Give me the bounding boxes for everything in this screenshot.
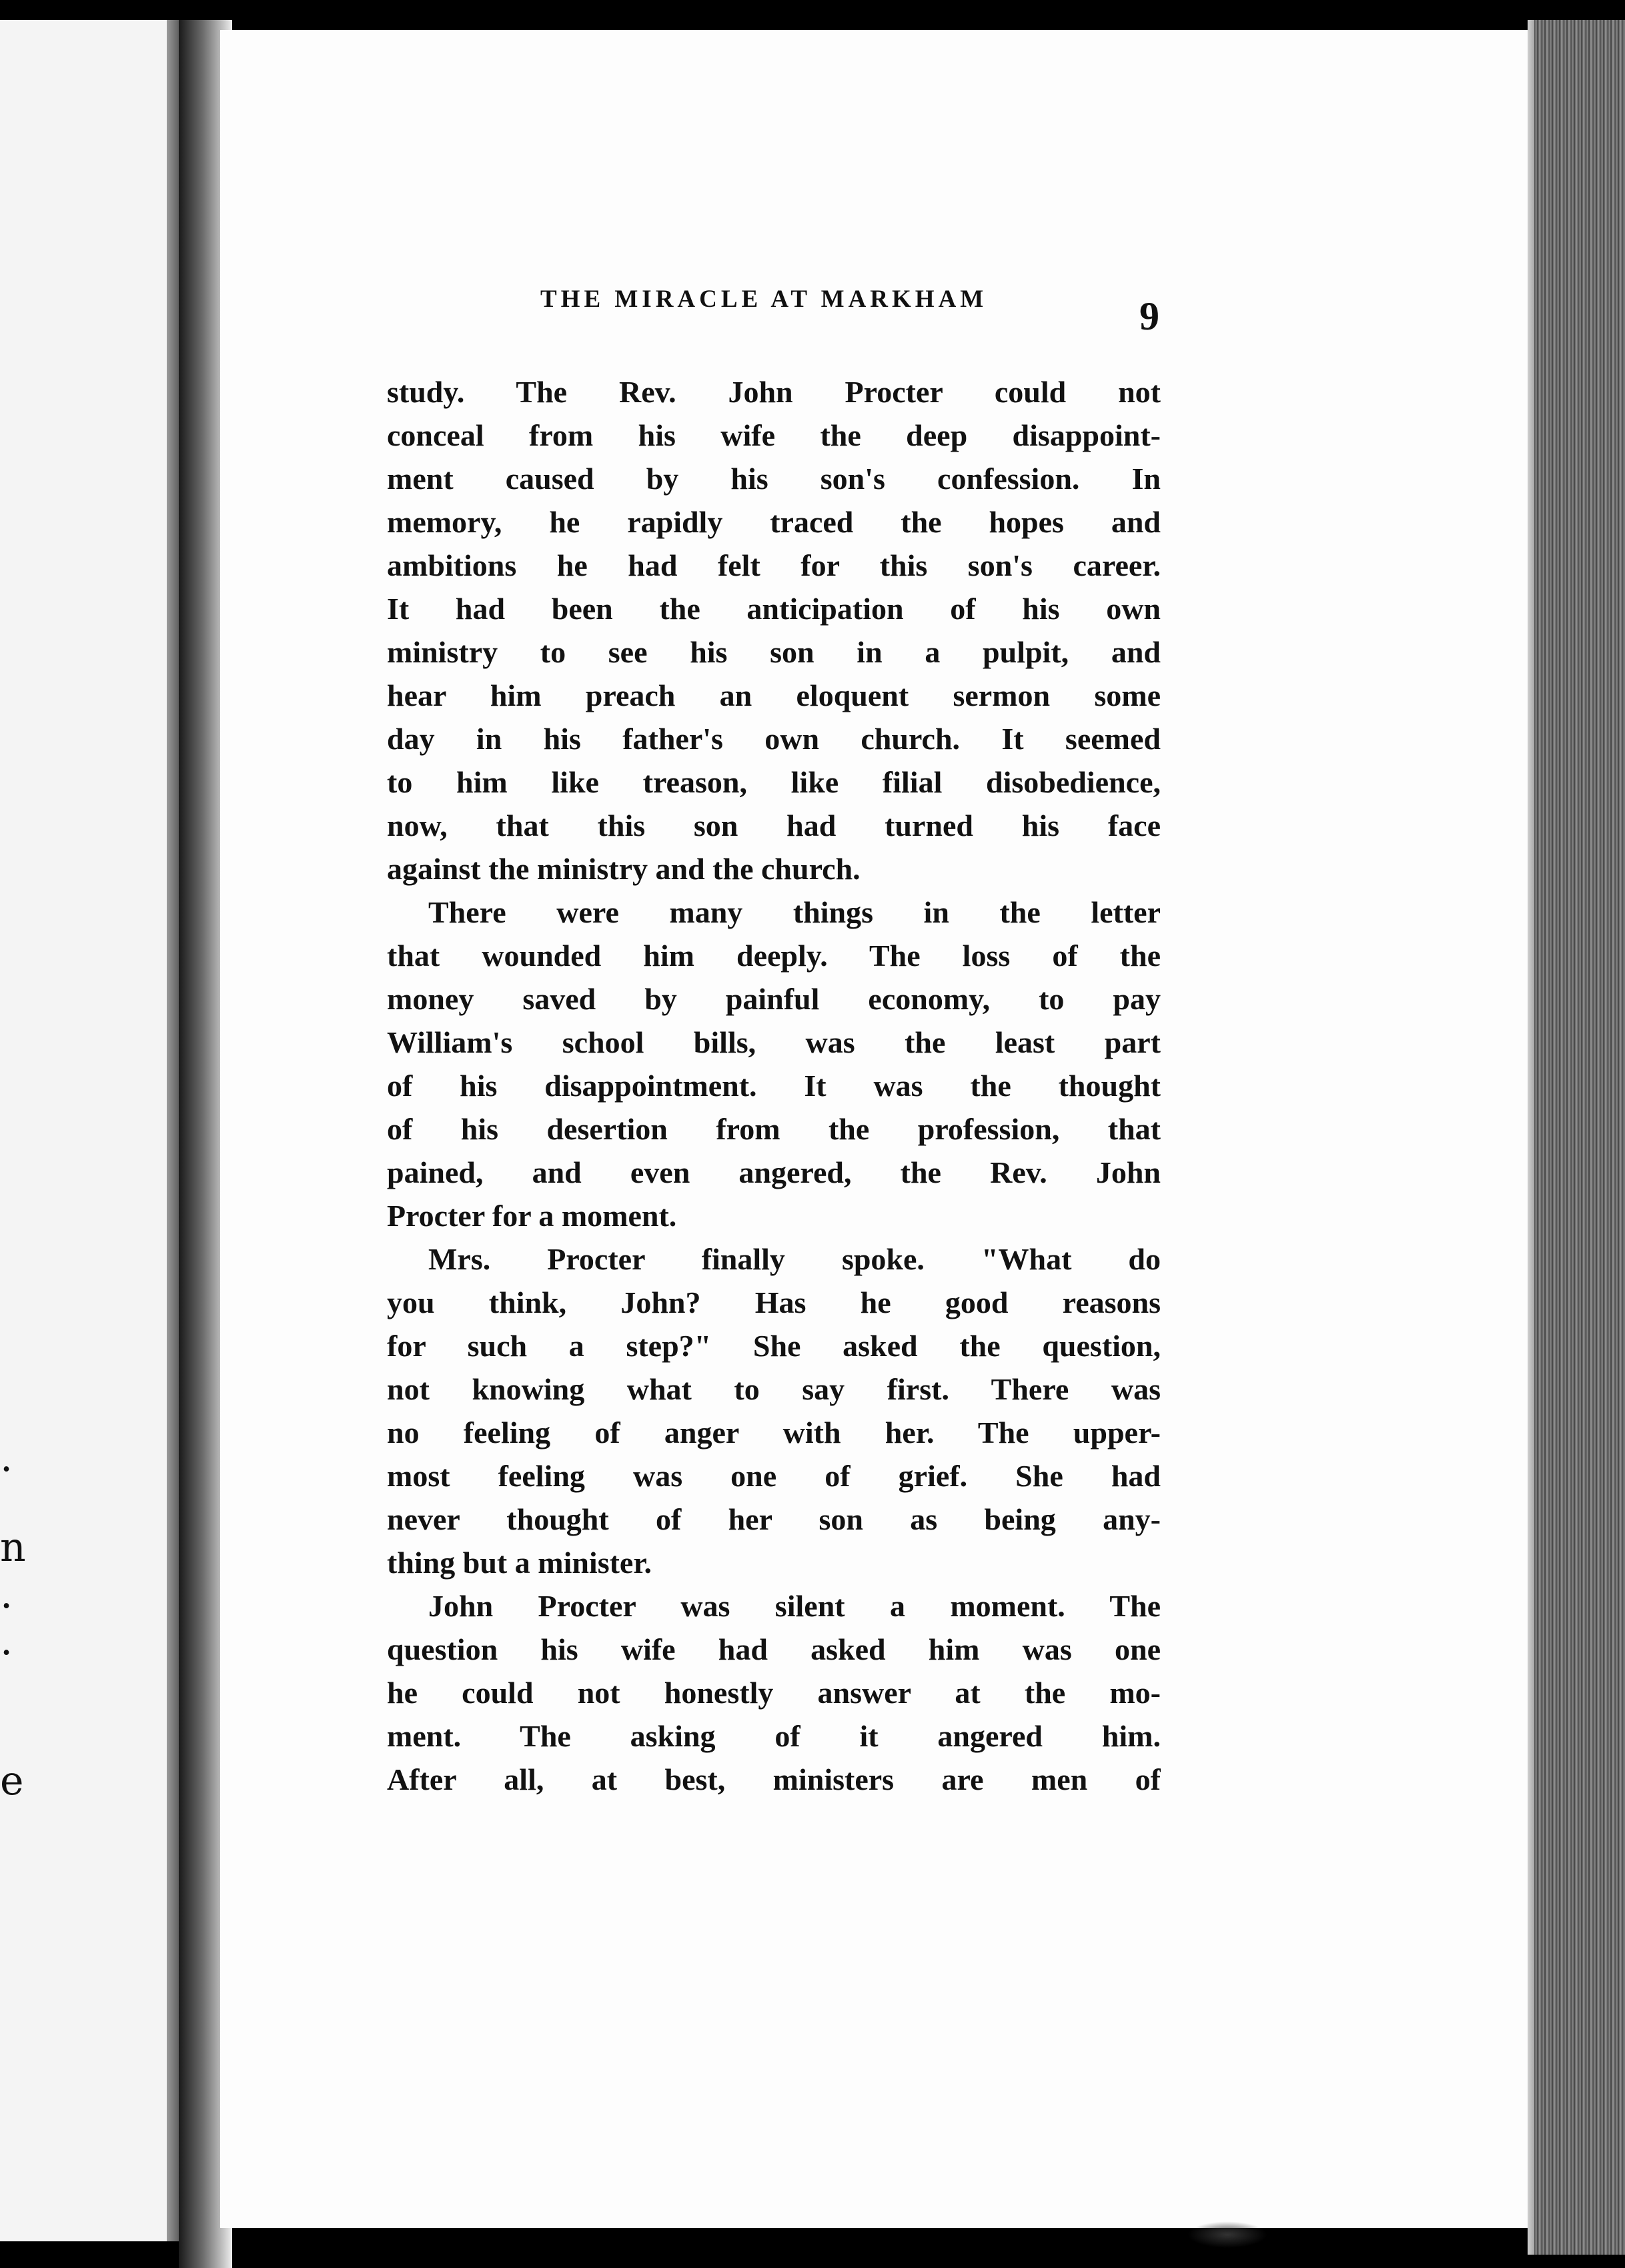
text-line: of his disappointment. It was the thought (387, 1069, 1161, 1103)
text-line: Procter for a moment. (387, 1199, 677, 1233)
text-line: most feeling was one of grief. She had (387, 1459, 1161, 1493)
paragraph (387, 1237, 1161, 1584)
text-line: you think, John? Has he good reasons (387, 1285, 1161, 1319)
text-line: question his wife had asked him was one (387, 1632, 1161, 1666)
text-line: he could not honestly answer at the mo- (387, 1676, 1161, 1710)
left-page-mark: . (0, 1434, 13, 1481)
text-line: thing but a minister. (387, 1546, 652, 1580)
paragraph (387, 1584, 1161, 1801)
text-line: After all, at best, ministers are men of (387, 1762, 1161, 1796)
text-line: that wounded him deeply. The loss of the (387, 939, 1161, 973)
text-line: money saved by painful economy, to pay (387, 982, 1161, 1016)
page-stack-edge (1534, 20, 1625, 2255)
left-page-mark: n (0, 1524, 26, 1571)
text-line: It had been the anticipation of his own (387, 592, 1161, 626)
text-line: conceal from his wife the deep disappoint- (387, 418, 1161, 452)
text-line: ment. The asking of it angered him. (387, 1719, 1161, 1753)
running-head: THE MIRACLE AT MARKHAM (540, 286, 988, 313)
text-line: ministry to see his son in a pulpit, and (387, 635, 1161, 669)
text-line: day in his father's own church. It seemed (387, 722, 1161, 756)
text-line: pained, and even angered, the Rev. John (387, 1155, 1161, 1189)
text-line: to him like treason, like filial disobedience, (387, 765, 1161, 799)
scan-smudge (1187, 2221, 1267, 2248)
body-text (387, 370, 1161, 1801)
text-line: There were many things in the letter (428, 895, 1161, 929)
text-line: study. The Rev. John Procter could not (387, 375, 1161, 409)
text-line: hear him preach an eloquent sermon some (387, 678, 1161, 712)
text-line: of his desertion from the profession, that (387, 1112, 1161, 1146)
text-line: never thought of her son as being any- (387, 1502, 1161, 1536)
text-line: no feeling of anger with her. The upper- (387, 1415, 1161, 1450)
text-line: now, that this son had turned his face (387, 808, 1161, 842)
text-line: William's school bills, was the least part (387, 1025, 1161, 1059)
text-line: ambitions he had felt for this son's career. (387, 548, 1161, 582)
text-line: for such a step?" She asked the question, (387, 1329, 1161, 1363)
text-line: Mrs. Procter finally spoke. "What do (428, 1242, 1161, 1276)
text-line: John Procter was silent a moment. The (428, 1589, 1161, 1623)
paragraph (387, 891, 1161, 1237)
left-page-mark: . (0, 1571, 13, 1618)
left-page-mark: . (0, 1618, 13, 1664)
text-line: ment caused by his son's confession. In (387, 462, 1161, 496)
text-line: memory, he rapidly traced the hopes and (387, 505, 1161, 539)
left-page-mark: e (0, 1758, 24, 1804)
text-line: not knowing what to say first. There was (387, 1372, 1161, 1406)
page-number: 9 (1139, 294, 1159, 338)
text-line: against the ministry and the church. (387, 852, 861, 886)
paragraph (387, 370, 1161, 891)
left-facing-page (0, 20, 190, 2241)
